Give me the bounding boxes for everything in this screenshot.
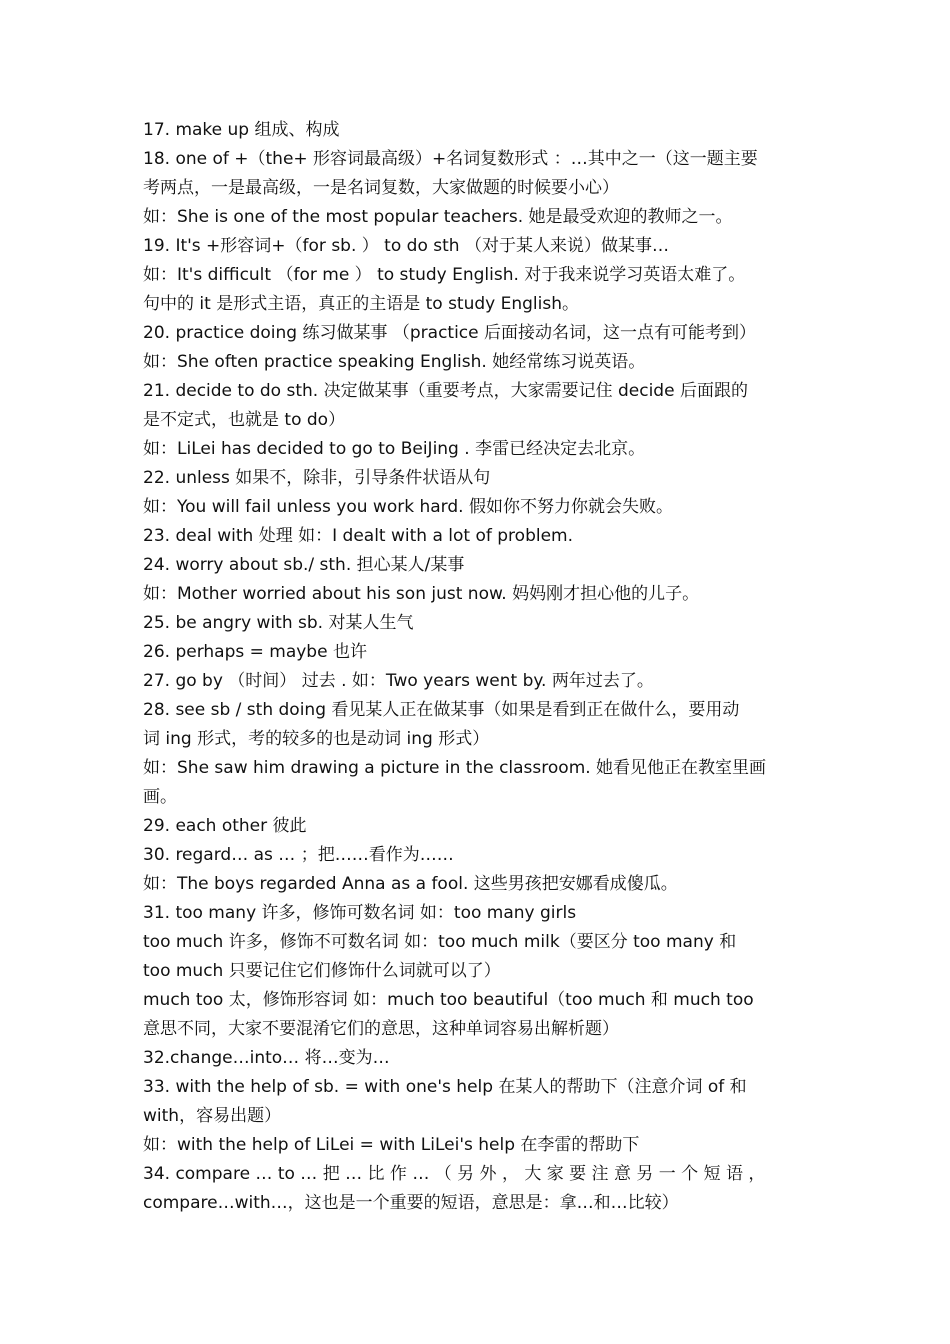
text-line-31: 31. too many 许多，修饰可数名词 如：too many girls — [143, 903, 577, 923]
text-line-18: 18. one of +（the+ 形容词最高级）+名词复数形式 ：…其中之一（这一题主要 — [143, 149, 758, 169]
text-line-31-much-cont: too much 只要记住它们修饰什么词就可以了） — [143, 961, 501, 981]
example-line-19-cont: 句中的 it 是形式主语，真正的主语是 to study English。 — [143, 294, 580, 314]
example-line-20: 如：She often practice speaking English. 她经常练习说英语。 — [143, 352, 646, 372]
example-line-18: 如：She is one of the most popular teachers. 她是最受欢迎的教师之一。 — [143, 207, 733, 227]
text-line-17: 17. make up 组成、构成 — [143, 120, 340, 140]
text-line-23: 23. deal with 处理 如：I dealt with a lot of problem. — [143, 526, 574, 546]
text-line-19: 19. It's +形容词+（for sb. ） to do sth （对于某人来说）做某事… — [143, 236, 669, 256]
text-line-26: 26. perhaps = maybe 也许 — [143, 642, 367, 662]
text-line-33: 33. with the help of sb. = with one's help 在某人的帮助下（注意介词 of 和 — [143, 1077, 747, 1097]
text-line-31-much: too much 许多，修饰不可数名词 如：too much milk（要区分 too many 和 — [143, 932, 737, 952]
example-line-33: 如：with the help of LiLei = with LiLei's help 在李雷的帮助下 — [143, 1135, 640, 1155]
text-line-32: 32.change…into… 将…变为… — [143, 1048, 390, 1068]
text-line-22: 22. unless 如果不，除非，引导条件状语从句 — [143, 468, 491, 488]
example-line-28-cont: 画。 — [143, 787, 177, 807]
text-line-34: 34. compare … to … 把 … 比 作 … （ 另 外 ， 大 家 要 注 意 另 一 个 短 语 ， — [143, 1164, 766, 1184]
example-line-24: 如：Mother worried about his son just now. 妈妈刚才担心他的儿子。 — [143, 584, 700, 604]
text-line-29: 29. each other 彼此 — [143, 816, 307, 836]
example-line-30: 如：The boys regarded Anna as a fool. 这些男孩把安娜看成傻瓜。 — [143, 874, 678, 894]
text-line-30: 30. regard… as … ；把……看作为…… — [143, 845, 454, 865]
text-line-31-much-too-cont: 意思不同，大家不要混淆它们的意思，这种单词容易出解析题） — [143, 1019, 619, 1039]
text-line-34-cont: compare…with…，这也是一个重要的短语，意思是：拿…和…比较） — [143, 1193, 679, 1213]
example-line-22: 如：You will fail unless you work hard. 假如你不努力你就会失败。 — [143, 497, 673, 517]
text-line-21: 21. decide to do sth. 决定做某事（重要考点，大家需要记住 decide 后面跟的 — [143, 381, 748, 401]
example-line-28: 如：She saw him drawing a picture in the classroom. 她看见他正在教室里画 — [143, 758, 767, 778]
text-line-18-cont: 考两点，一是最高级，一是名词复数，大家做题的时候要小心） — [143, 178, 619, 198]
text-line-28: 28. see sb / sth doing 看见某人正在做某事（如果是看到正在做什么，要用动 — [143, 700, 740, 720]
text-line-24: 24. worry about sb./ sth. 担心某人/某事 — [143, 555, 465, 575]
example-line-19: 如：It's difficult （for me ） to study English. 对于我来说学习英语太难了。 — [143, 265, 746, 285]
text-line-28-cont: 词 ing 形式，考的较多的也是动词 ing 形式） — [143, 729, 490, 749]
text-line-20: 20. practice doing 练习做某事 （practice 后面接动名词，这一点有可能考到） — [143, 323, 757, 343]
document-page — [143, 116, 808, 1218]
text-line-25: 25. be angry with sb. 对某人生气 — [143, 613, 414, 633]
text-line-31-much-too: much too 太，修饰形容词 如：much too beautiful（too much 和 much too — [143, 990, 754, 1010]
example-line-21: 如：LiLei has decided to go to BeiJing . 李雷已经决定去北京。 — [143, 439, 646, 459]
text-line-33-cont: with，容易出题） — [143, 1106, 282, 1126]
text-line-27: 27. go by （时间） 过去 . 如：Two years went by. 两年过去了。 — [143, 671, 654, 691]
text-line-21-cont: 是不定式，也就是 to do） — [143, 410, 346, 430]
